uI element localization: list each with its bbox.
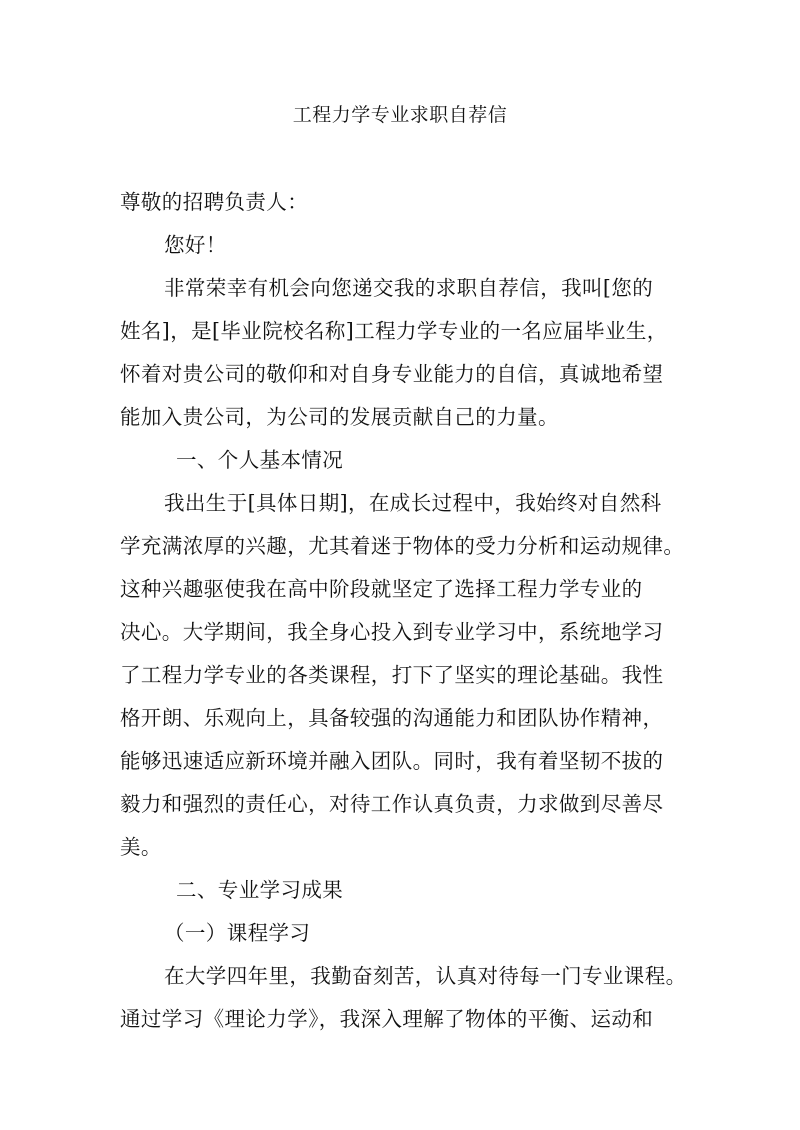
paragraph-line: 能够迅速适应新环境并融入团队。同时，我有着坚韧不拔的	[120, 749, 664, 773]
salutation: 尊敬的招聘负责人：	[120, 190, 309, 214]
paragraph-line: 决心。大学期间，我全身心投入到专业学习中，系统地学习	[120, 620, 664, 644]
section-heading: 一、个人基本情况	[176, 448, 344, 472]
document-title: 工程力学专业求职自荐信	[292, 104, 508, 126]
paragraph-line: 在大学四年里，我勤奋刻苦，认真对待每一门专业课程。	[164, 964, 687, 988]
paragraph-line: 格开朗、乐观向上，具备较强的沟通能力和团队协作精神，	[120, 706, 664, 730]
paragraph-line: 通过学习《理论力学》，我深入理解了物体的平衡、运动和	[120, 1007, 654, 1031]
paragraph-line: 这种兴趣驱使我在高中阶段就坚定了选择工程力学专业的	[120, 577, 643, 601]
paragraph-line: 美。	[120, 835, 162, 859]
subsection-heading: （一）课程学习	[164, 921, 311, 945]
paragraph-line: 姓名]，是[毕业院校名称]工程力学专业的一名应届毕业生，	[120, 319, 668, 343]
paragraph-line: 非常荣幸有机会向您递交我的求职自荐信，我叫[您的	[164, 276, 654, 300]
paragraph-line: 怀着对贵公司的敬仰和对自身专业能力的自信，真诚地希望	[120, 362, 664, 386]
paragraph-line: 学充满浓厚的兴趣，尤其着迷于物体的受力分析和运动规律。	[120, 534, 685, 558]
paragraph-line: 毅力和强烈的责任心，对待工作认真负责，力求做到尽善尽	[120, 792, 664, 816]
paragraph-line: 我出生于[具体日期]，在成长过程中，我始终对自然科	[164, 491, 662, 515]
paragraph-line: 了工程力学专业的各类课程，打下了坚实的理论基础。我性	[120, 663, 664, 687]
section-heading: 二、专业学习成果	[176, 878, 344, 902]
greeting: 您好！	[164, 233, 227, 257]
paragraph-line: 能加入贵公司，为公司的发展贡献自己的力量。	[120, 405, 559, 429]
